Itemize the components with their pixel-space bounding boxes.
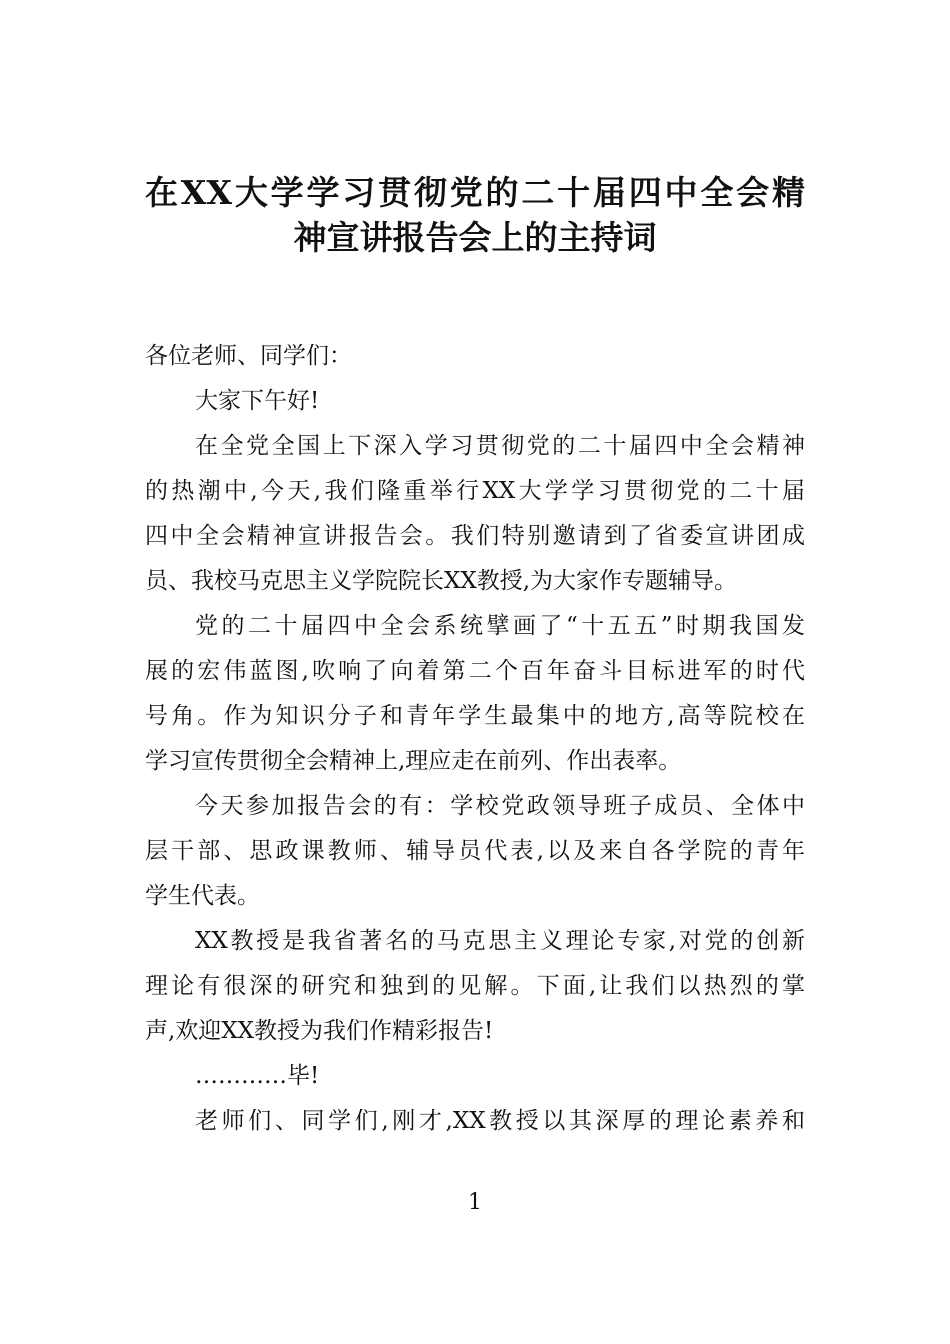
text-line: 大家下午好! [195,388,320,414]
paragraph [145,919,805,1054]
text-line: 四中全会精神宣讲报告会。我们特别邀请到了省委宣讲团成 [145,523,805,549]
document-title-line-1: 在XX大学学习贯彻党的二十届四中全会精 [145,173,805,212]
text-line: XX教授是我省著名的马克思主义理论专家,对党的创新 [195,928,805,954]
paragraph [145,784,805,919]
text-line: 学生代表。 [145,883,260,909]
text-line: 理论有很深的研究和独到的见解。下面,让我们以热烈的掌 [145,973,805,999]
paragraph [145,1099,805,1144]
text-line: 号角。作为知识分子和青年学生最集中的地方,高等院校在 [145,703,805,729]
text-line: 今天参加报告会的有：学校党政领导班子成员、全体中 [195,793,805,819]
document-body [145,334,805,1144]
text-line: 在全党全国上下深入学习贯彻党的二十届四中全会精神 [195,433,805,459]
paragraph [145,379,805,424]
text-line: 层干部、思政课教师、辅导员代表,以及来自各学院的青年 [145,838,805,864]
text-line: 各位老师、同学们： [145,343,352,369]
text-line: 的热潮中,今天,我们隆重举行XX大学学习贯彻党的二十届 [145,478,805,504]
text-line: 党的二十届四中全会系统擘画了“十五五”时期我国发 [195,613,805,639]
text-line: 员、我校马克思主义学院院长XX教授,为大家作专题辅导。 [145,568,738,594]
text-line: 展的宏伟蓝图,吹响了向着第二个百年奋斗目标进军的时代 [145,658,805,684]
document-title-line-2: 神宣讲报告会上的主持词 [293,218,657,257]
paragraph [145,1054,805,1099]
text-line: 老师们、同学们,刚才,XX教授以其深厚的理论素养和 [195,1108,805,1134]
paragraph [145,604,805,784]
paragraph [145,334,805,379]
paragraph [145,424,805,604]
text-line: …………毕! [195,1063,320,1089]
page-number: 1 [468,1190,482,1215]
text-line: 学习宣传贯彻全会精神上,理应走在前列、作出表率。 [145,748,682,774]
text-line: 声,欢迎XX教授为我们作精彩报告! [145,1018,494,1044]
